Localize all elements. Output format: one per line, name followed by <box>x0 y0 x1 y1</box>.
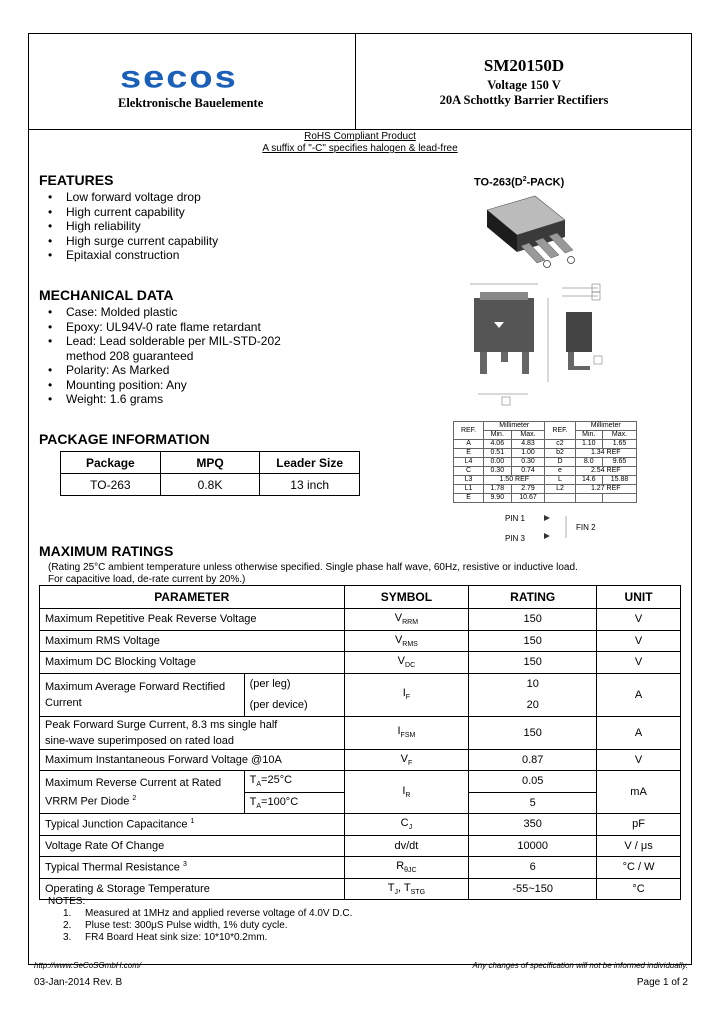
package-info-heading: PACKAGE INFORMATION <box>39 431 210 447</box>
ratings-note-1: (Rating 25°C ambient temperature unless otherwise specified. Single phase half wave, 60Hz, resistive or inductive load. <box>48 562 578 573</box>
pkg-header-leader: Leader Size <box>260 452 360 474</box>
header-rating: RATING <box>469 586 597 609</box>
features-list <box>48 190 218 263</box>
table-row: Maximum RMS Voltage $V_{RMS}$ 150 V <box>40 630 681 652</box>
pkg-cell-leader: 13 inch <box>260 474 360 496</box>
dimension-table: REF. Millimeter REF. Millimeter Min. Max. Min. Max. A 4.06 4.83 c2 1.10 1.65 E 0.51 1.00 b2 1.34 REF L4 0.00 0.30 D 8.0 9.65 C 0.30 0.74 e 2.54 REF L3 1.50 REF L 14.6 15.88 L1 1.78 2.79 L2 1.27 REF E 9.90 10.67 <box>453 421 637 503</box>
note-number: 2. <box>63 920 72 931</box>
ratings-note-2: For capacitive load, de-rate current by 20%.) <box>48 574 246 585</box>
table-row: Typical Thermal Resistance $^3$ $R_{\theta JC}$ 6 °C / W <box>40 857 681 879</box>
table-row: Maximum Reverse Current at Rated VRRM Per Diode $^2$ $T_A=25^\circ C$ $I_R$ 0.05 mA <box>40 771 681 793</box>
note-number: 3. <box>63 932 72 943</box>
note-text: Pluse test: 300μS Pulse width, 1% duty cycle. <box>85 920 288 931</box>
header-bottom-border <box>28 129 692 130</box>
table-row: L1 1.78 2.79 L2 1.27 REF <box>454 485 637 494</box>
revision-date: 03-Jan-2014 Rev. B <box>34 977 123 988</box>
package-drawing-title: $TO-263(D^2-PACK)$ <box>474 176 565 189</box>
list-item: • Epitaxial construction <box>48 248 218 263</box>
note-text: Measured at 1MHz and applied reverse voltage of 4.0V D.C. <box>85 908 353 919</box>
table-row: Operating & Storage Temperature $T_J$, $T_{STG}$ -55~150 °C <box>40 878 681 900</box>
table-row: (per device) 20 <box>40 695 681 717</box>
list-item: • Polarity: As Marked <box>48 363 281 378</box>
company-url[interactable]: http://www.SeCoSGmbH.com/ <box>34 961 142 970</box>
max-ratings-table <box>39 585 681 900</box>
note-number: 1. <box>63 908 72 919</box>
list-item: • Low forward voltage drop <box>48 190 218 205</box>
table-row: E 0.51 1.00 b2 1.34 REF <box>454 449 637 458</box>
max-ratings-heading: MAXIMUM RATINGS <box>39 543 174 559</box>
pkg-header-mpq: MPQ <box>160 452 260 474</box>
note-text: FR4 Board Heat sink size: 10*10*0.2mm. <box>85 932 268 943</box>
table-row: Peak Forward Surge Current, 8.3 ms single half sine-wave superimposed on rated load $I_{FSM}$ 150 A <box>40 716 681 749</box>
table-row: Maximum Instantaneous Forward Voltage @10A $V_F$ 0.87 V <box>40 749 681 771</box>
header-symbol: SYMBOL <box>344 586 469 609</box>
package-table <box>60 451 360 496</box>
mechanical-heading: MECHANICAL DATA <box>39 287 174 303</box>
pin1-label: PIN 1 <box>505 514 526 523</box>
mechanical-list <box>48 305 281 407</box>
voltage-spec: Voltage 150 V <box>487 78 561 92</box>
list-item: • Case: Molded plastic <box>48 305 281 320</box>
table-row: C 0.30 0.74 e 2.54 REF <box>454 467 637 476</box>
table-row: Voltage Rate Of Change dv/dt 10000 V / μs <box>40 835 681 857</box>
list-item: • Mounting position: Any <box>48 378 281 393</box>
fin-label: FIN 2 <box>576 523 596 532</box>
table-row: Maximum DC Blocking Voltage $V_{DC}$ 150 V <box>40 652 681 674</box>
list-item: • Epoxy: UL94V-0 rate flame retardant <box>48 320 281 335</box>
change-notice: Any changes of specification will not be informed individually. <box>472 961 688 970</box>
features-heading: FEATURES <box>39 172 114 188</box>
table-row: L4 0.00 0.30 D 8.0 9.65 <box>454 458 637 467</box>
list-item: • Weight: 1.6 grams <box>48 392 281 407</box>
list-item-continued: method 208 guaranteed <box>66 348 194 363</box>
list-item: • Lead: Lead solderable per MIL-STD-202 <box>48 334 281 349</box>
list-item: • High reliability <box>48 219 218 234</box>
pkg-header-package: Package <box>61 452 161 474</box>
list-item: • High current capability <box>48 205 218 220</box>
device-description: 20A Schottky Barrier Rectifiers <box>439 93 609 107</box>
table-row: L3 1.50 REF L 14.6 15.88 <box>454 476 637 485</box>
part-number: SM20150D <box>483 56 565 75</box>
table-row: A 4.06 4.83 c2 1.10 1.65 <box>454 440 637 449</box>
table-row: Typical Junction Capacitance $^1$ $C_J$ 350 pF <box>40 814 681 836</box>
halogen-free-line: A suffix of "-C" specifies halogen & lead-free <box>262 143 458 154</box>
notes-heading: NOTES: <box>48 896 86 907</box>
pkg-cell-mpq: 0.8K <box>160 474 260 496</box>
package-outline-drawing-icon <box>458 282 608 412</box>
header-parameter: PARAMETER <box>40 586 345 609</box>
pkg-cell-package: TO-263 <box>61 474 161 496</box>
list-item: • High surge current capability <box>48 234 218 249</box>
rohs-line: RoHS Compliant Product <box>304 131 416 142</box>
pin3-label: PIN 3 <box>505 534 526 543</box>
brand-subtitle: Elektronische Bauelemente <box>118 96 264 110</box>
header-unit: UNIT <box>597 586 681 609</box>
table-row: $T_A=100^\circ C$ 5 <box>40 792 681 814</box>
table-row: Maximum Repetitive Peak Reverse Voltage $V_{RRM}$ 150 V <box>40 609 681 631</box>
page-number: Page 1 of 2 <box>636 977 688 988</box>
table-row: Maximum Average Forward Rectified Current (per leg) $I_F$ 10 A <box>40 673 681 695</box>
table-row: E 9.90 10.67 <box>454 494 637 503</box>
package-3d-icon <box>465 190 600 280</box>
brand-logo: secos <box>120 60 238 95</box>
diode-symbol-icon <box>538 512 578 542</box>
